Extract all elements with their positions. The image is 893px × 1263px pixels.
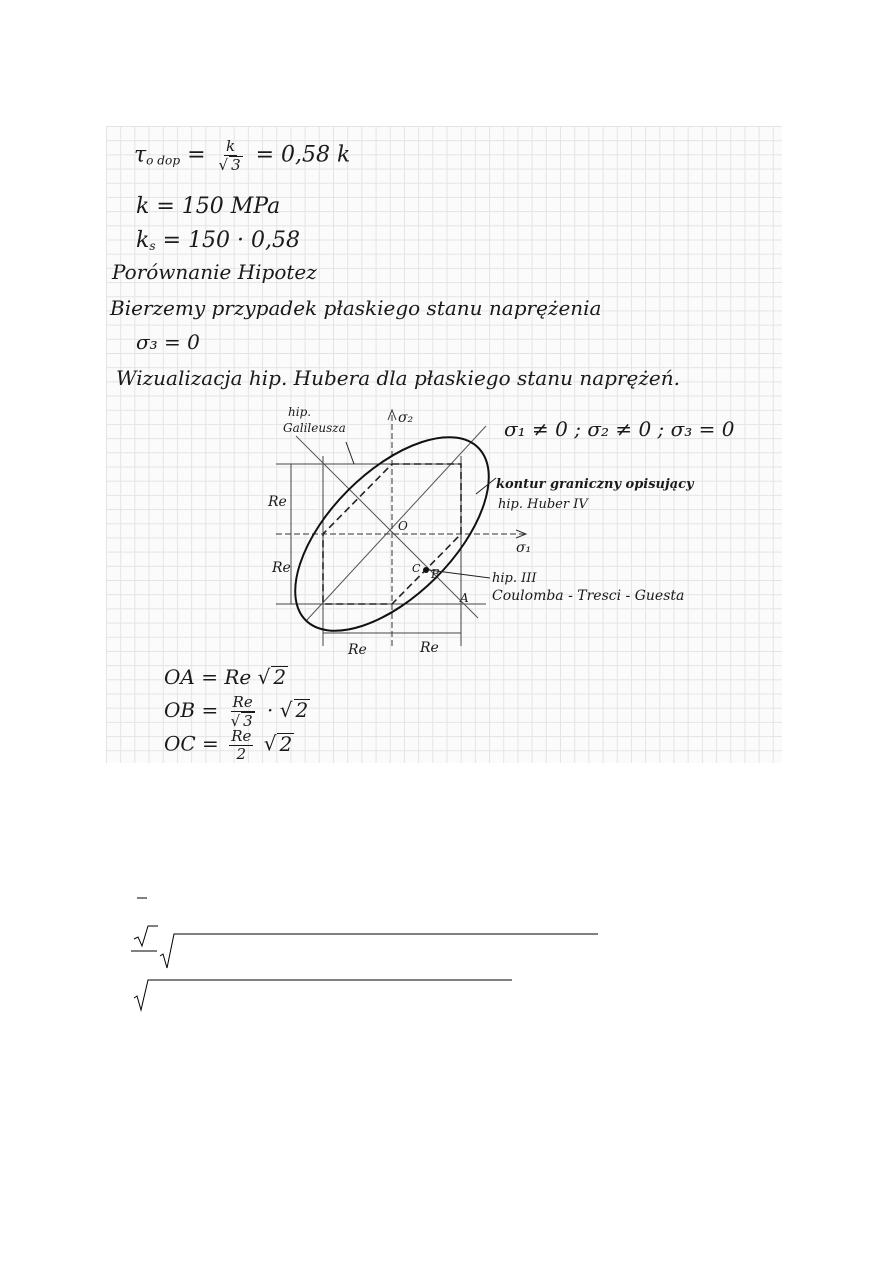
label-huber-1: kontur graniczny opisujący <box>496 477 694 492</box>
galileusz-leader <box>346 442 354 464</box>
oc-root: 2 <box>279 731 293 756</box>
tau-fraction-denominator: √ 3 <box>218 155 241 174</box>
ob-denominator: √ 3 <box>230 711 253 730</box>
label-re-top: Re <box>268 494 287 510</box>
label-galileusz-1: hip. <box>288 405 312 419</box>
sqrt-icon: √ <box>230 711 241 730</box>
label-conditions: σ₁ ≠ 0 ; σ₂ ≠ 0 ; σ₃ = 0 <box>504 417 735 441</box>
oc-denominator: 2 <box>236 744 247 763</box>
label-re-mid: Re <box>272 560 291 576</box>
sigma3-line: σ₃ = 0 <box>136 330 200 354</box>
tau-symbol: τ <box>134 142 147 168</box>
notebook-page-scan <box>106 126 782 763</box>
label-sigma2: σ₂ <box>398 410 414 426</box>
oa-root: 2 <box>273 665 287 689</box>
ks-value: = 150 · 0,58 <box>162 228 300 253</box>
ob-fraction <box>229 694 257 729</box>
ob-numerator: Re <box>232 693 253 711</box>
oc-fraction <box>229 728 253 762</box>
ks-subscript: s <box>149 239 156 254</box>
artefact-long-sqrt-icon <box>160 934 598 968</box>
label-point-b: B <box>431 567 440 581</box>
label-huber-2: hip. Huber IV <box>498 497 588 512</box>
sqrt-icon: √ <box>257 665 271 689</box>
visualization-line: Wizualizacja hip. Hubera dla płaskiego stanu naprężeń. <box>116 366 680 390</box>
heading-hypotheses: Porównanie Hipotez <box>112 260 317 284</box>
oa-rhs: Re <box>224 665 252 689</box>
label-re-bottom-left: Re <box>348 642 367 658</box>
label-tresca-2: Coulomba - Tresci - Guesta <box>492 588 685 604</box>
label-tresca-1: hip. III <box>492 571 537 586</box>
sqrt-icon: √ <box>218 155 229 174</box>
sqrt-icon: √ <box>263 731 277 756</box>
huber-leader <box>476 478 496 494</box>
ob-lhs: OB = <box>164 698 219 722</box>
oa-formula <box>164 666 288 687</box>
label-sigma1: σ₁ <box>516 540 532 556</box>
sqrt-icon: √ <box>279 698 293 722</box>
oc-lhs: OC = <box>164 731 219 756</box>
oc-numerator: Re <box>231 727 252 745</box>
label-origin: O <box>398 519 408 533</box>
oa-lhs: OA = <box>164 665 218 689</box>
label-point-c: C <box>412 562 421 575</box>
label-point-a: A <box>460 591 469 605</box>
label-re-bottom-right: Re <box>420 640 439 656</box>
oc-formula <box>164 728 294 762</box>
ob-root: 2 <box>295 698 309 722</box>
tau-equals: = <box>187 142 206 168</box>
ob-dot: · <box>267 698 274 722</box>
artefact-second-sqrt-icon <box>134 980 512 1010</box>
k-value-line: k = 150 MPa <box>136 194 281 219</box>
plane-stress-line: Bierzemy przypadek płaskiego stanu naprężenia <box>110 296 602 320</box>
label-galileusz-2: Galileusza <box>283 421 346 435</box>
tau-fraction-numerator: k <box>226 137 236 155</box>
artefact-small-sqrt-icon <box>134 926 158 946</box>
tau-result: = 0,58 k <box>255 142 351 168</box>
tau-subscript: o dop <box>146 153 181 168</box>
point-b-marker <box>423 567 429 573</box>
ob-formula <box>164 694 310 729</box>
ks-symbol: k <box>136 228 150 253</box>
